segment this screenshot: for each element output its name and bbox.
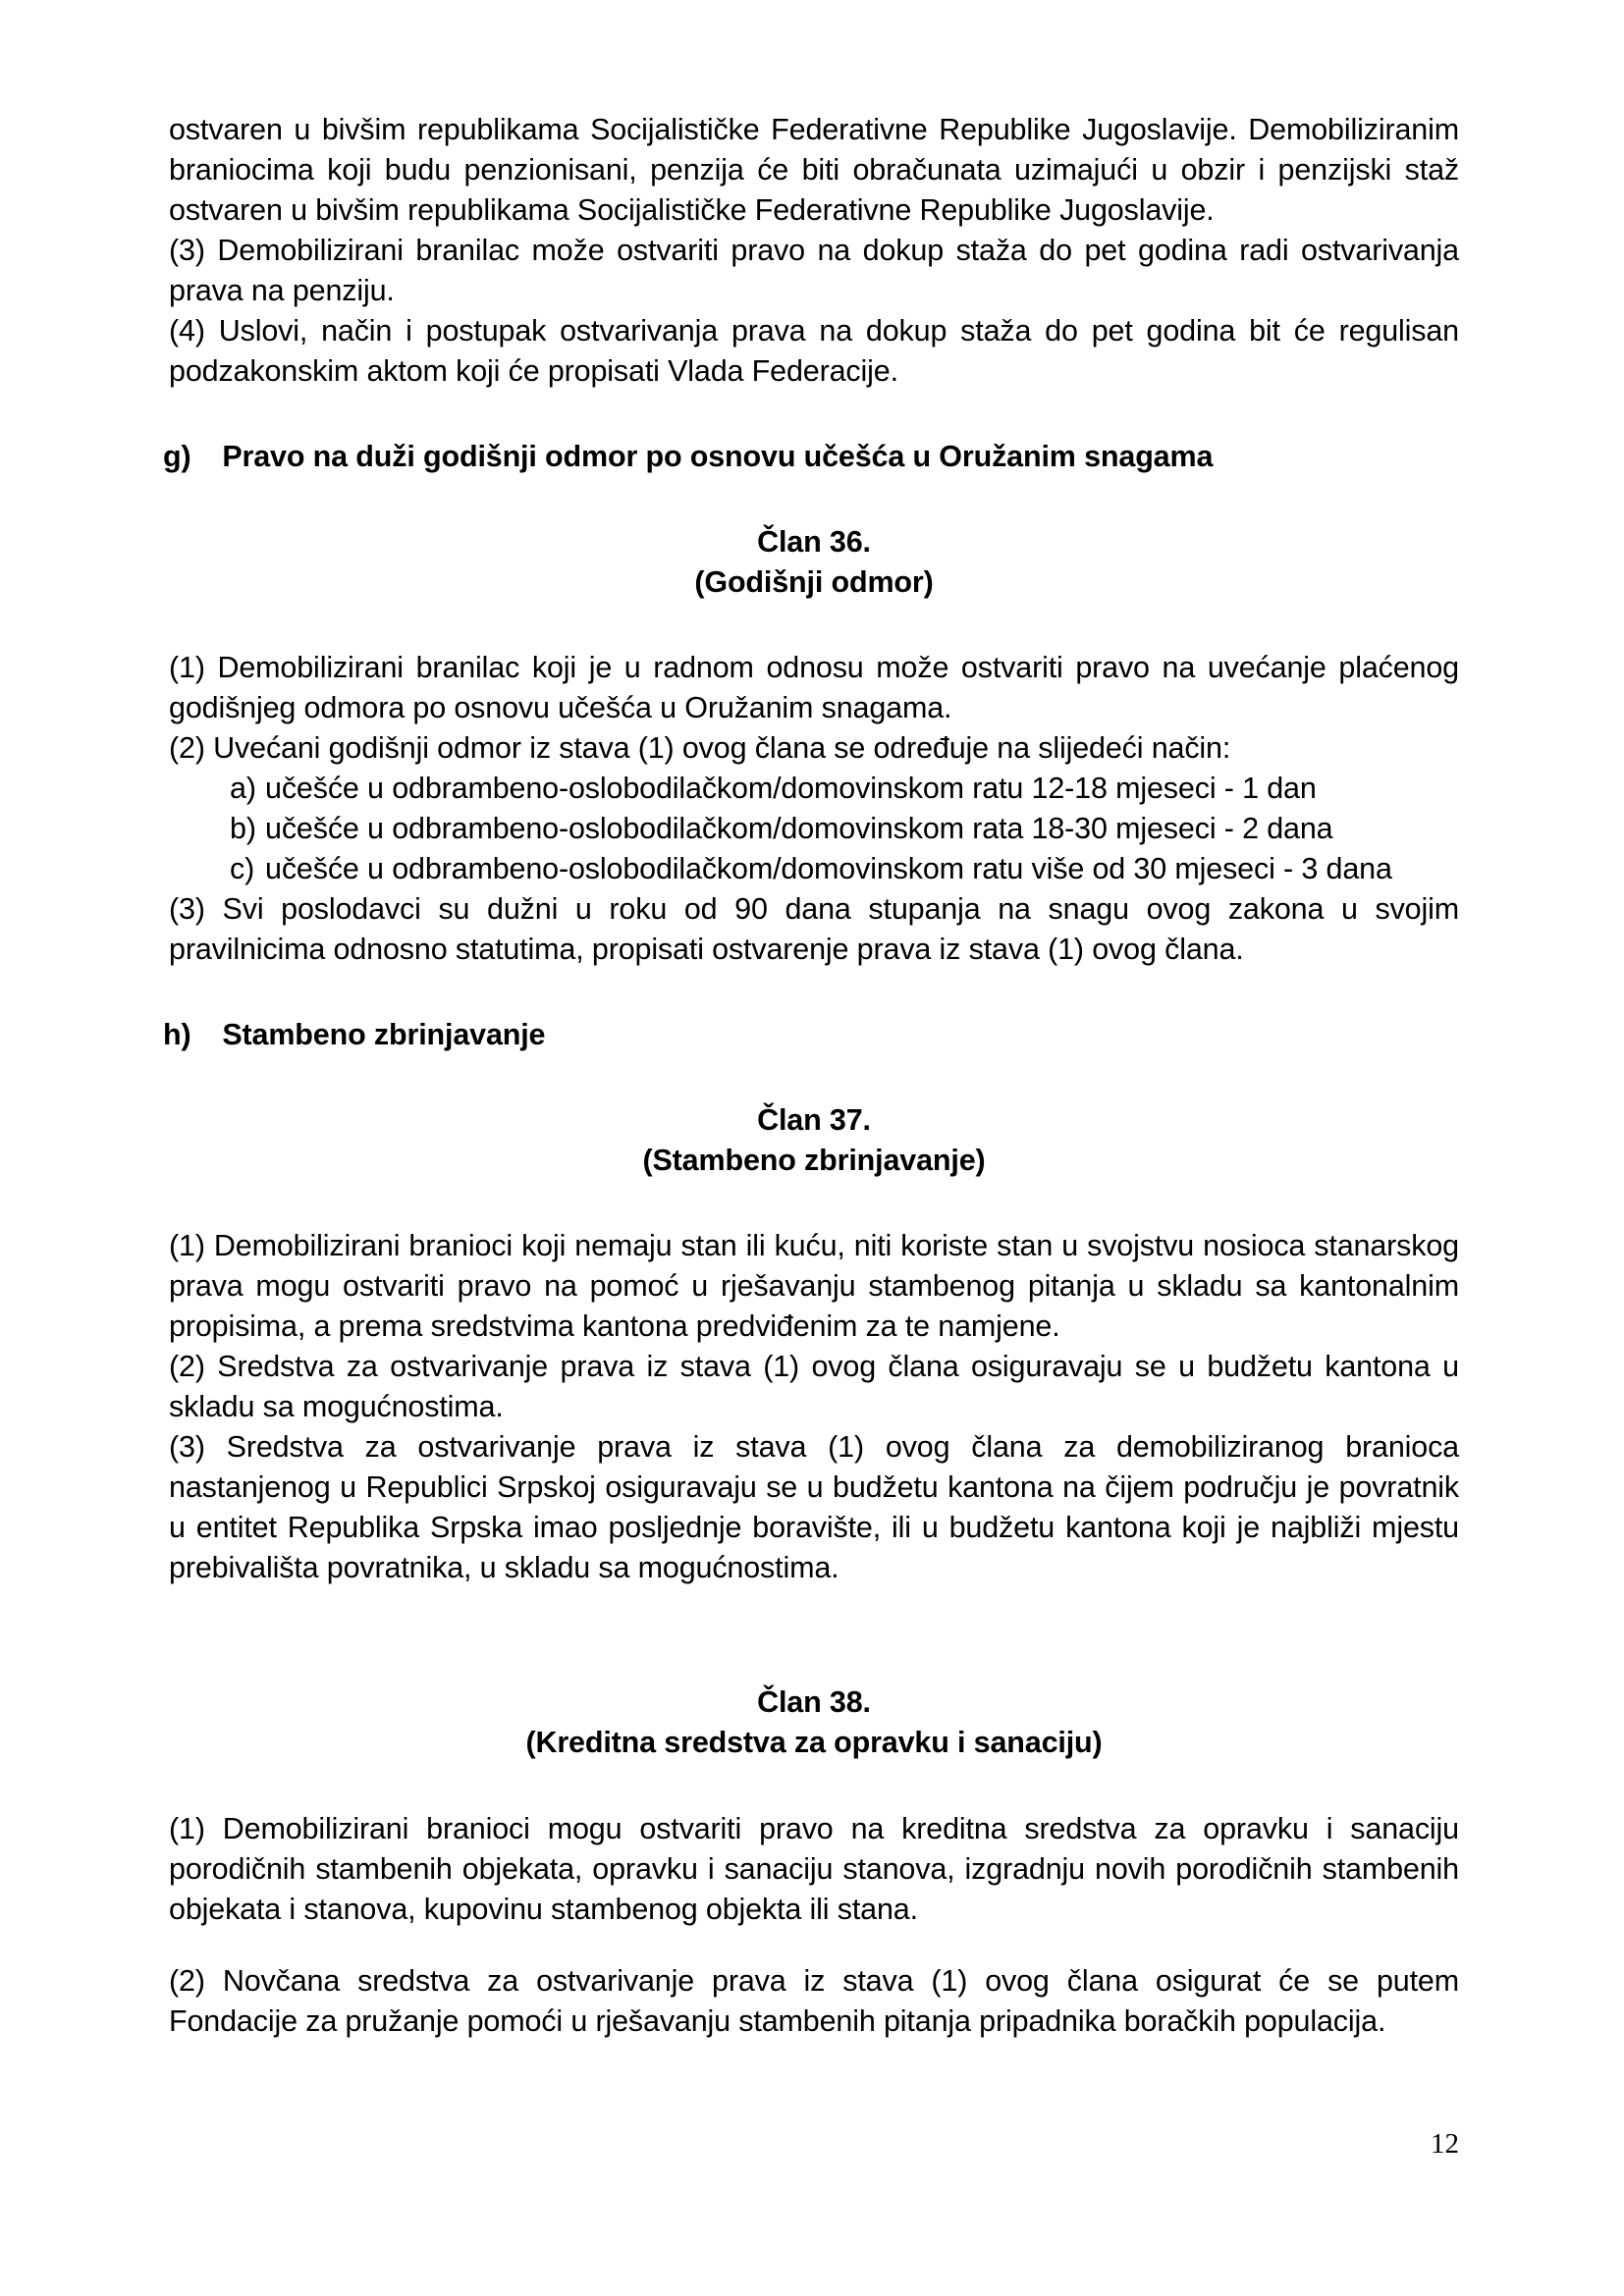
article-36-paragraph-2: (2) Uvećani godišnji odmor iz stava (1) ovog člana se određuje na slijedeći način: (169, 731, 1231, 766)
list-item-text: učešće u odbrambeno-oslobodilačkom/domovinskom ratu 12-18 mjeseci - 1 dan (265, 772, 1317, 806)
spacer (169, 1181, 1459, 1226)
article-36-item-list (169, 769, 1459, 889)
spacer (169, 970, 1459, 1015)
section-heading-h-marker: h) (163, 1018, 191, 1052)
paragraph-3-dokup: (3) Demobilizirani branilac može ostvariti pravo na dokup staža do pet godina radi ostvarivanja prava na penziju. (169, 234, 1459, 308)
article-38-paragraph-1: (1) Demobilizirani branioci mogu ostvariti pravo na kreditna sredstva za opravku i sanaciju porodičnih stambenih objekata, opravku i sanaciju stanova, izgradnju novih porodičnih stambenih objekata i stanova, kupovinu stambenog objekta ili stana. (169, 1811, 1459, 1926)
article-37-paragraph-3: (3) Sredstva za ostvarivanje prava iz stava (1) ovog člana za demobiliziranog branioca nastanjenog u Republici Srpskoj osiguravaju se u budžetu kantona na čijem području je povratnik u entitet Republika Srpska imao posljednje boravište, ili u budžetu kantona koji je najbliži mjestu prebivališta povratnika, u skladu sa mogućnostima. (169, 1430, 1459, 1585)
article-36-number: Član 36. (757, 525, 871, 560)
article-38-subtitle: (Kreditna sredstva za opravku i sanaciju) (525, 1726, 1103, 1760)
list-item-marker: b) (230, 812, 256, 846)
spacer (169, 1055, 1459, 1100)
list-item-marker: a) (230, 772, 256, 806)
article-36-subtitle: (Godišnji odmor) (694, 565, 934, 600)
section-heading-g-label: Pravo na duži godišnji odmor po osnovu učešća u Oružanim snagama (222, 440, 1214, 474)
section-heading-h (163, 1015, 1459, 1055)
paragraph-4-dokup: (4) Uslovi, način i postupak ostvarivanja prava na dokup staža do pet godina bit će regulisan podzakonskim aktom koji će propisati Vlada Federacije. (169, 314, 1459, 389)
article-37-subtitle: (Stambeno zbrinjavanje) (642, 1144, 986, 1178)
article-38-paragraph-2: (2) Novčana sredstva za ostvarivanje prava iz stava (1) ovog člana osigurat će se putem Fondacije za pružanje pomoći u rješavanju stambenih pitanja pripadnika boračkih populacija. (169, 1963, 1459, 2038)
list-item (169, 849, 1459, 889)
article-37-paragraph-1: (1) Demobilizirani branioci koji nemaju stan ili kuću, niti koriste stan u svojstvu nosioca stanarskog prava mogu ostvariti pravo na pomoć u rješavanju stambenog pitanja u skladu sa kantonalnim propisima, a prema sredstvima kantona predviđenim za te namjene. (169, 1229, 1459, 1344)
list-item (169, 809, 1459, 849)
list-item-marker: c) (230, 852, 255, 886)
article-36-paragraph-1: (1) Demobilizirani branilac koji je u radnom odnosu može ostvariti pravo na uvećanje plaćenog godišnjeg odmora po osnovu učešća u Oružanim snagama. (169, 651, 1459, 725)
spacer (169, 603, 1459, 648)
spacer (169, 392, 1459, 437)
list-item-text: učešće u odbrambeno-oslobodilačkom/domovinskom rata 18-30 mjeseci - 2 dana (265, 812, 1333, 846)
page-number: 12 (1431, 2128, 1459, 2160)
section-heading-g (163, 437, 1459, 477)
article-37-paragraph-2: (2) Sredstva za ostvarivanje prava iz stava (1) ovog člana osiguravaju se u budžetu kantona u skladu sa mogućnostima. (169, 1350, 1459, 1424)
article-37-number: Član 37. (757, 1103, 871, 1138)
spacer (169, 477, 1459, 522)
article-38-number: Član 38. (757, 1685, 871, 1720)
article-36-paragraph-3: (3) Svi poslodavci su dužni u roku od 90 dana stupanja na snagu ovog zakona u svojim pravilnicima odnosno statutima, propisati ostvarenje prava iz stava (1) ovog člana. (169, 892, 1459, 967)
spacer (169, 1930, 1459, 1961)
paragraph-continuation: ostvaren u bivšim republikama Socijalističke Federativne Republike Jugoslavije. Demobiliziranim braniocima koji budu penzionisani, penzija će biti obračunata uzimajući u obzir i penzijski staž ostvaren u bivšim republikama Socijalističke Federativne Republike Jugoslavije. (169, 113, 1459, 228)
section-heading-h-label: Stambeno zbrinjavanje (222, 1018, 546, 1052)
spacer (169, 1764, 1459, 1809)
list-item-text: učešće u odbrambeno-oslobodilačkom/domovinskom ratu više od 30 mjeseci - 3 dana (265, 852, 1392, 886)
spacer (169, 1588, 1459, 1682)
list-item (169, 769, 1459, 809)
document-body (163, 110, 1459, 2042)
section-heading-g-marker: g) (163, 440, 191, 474)
